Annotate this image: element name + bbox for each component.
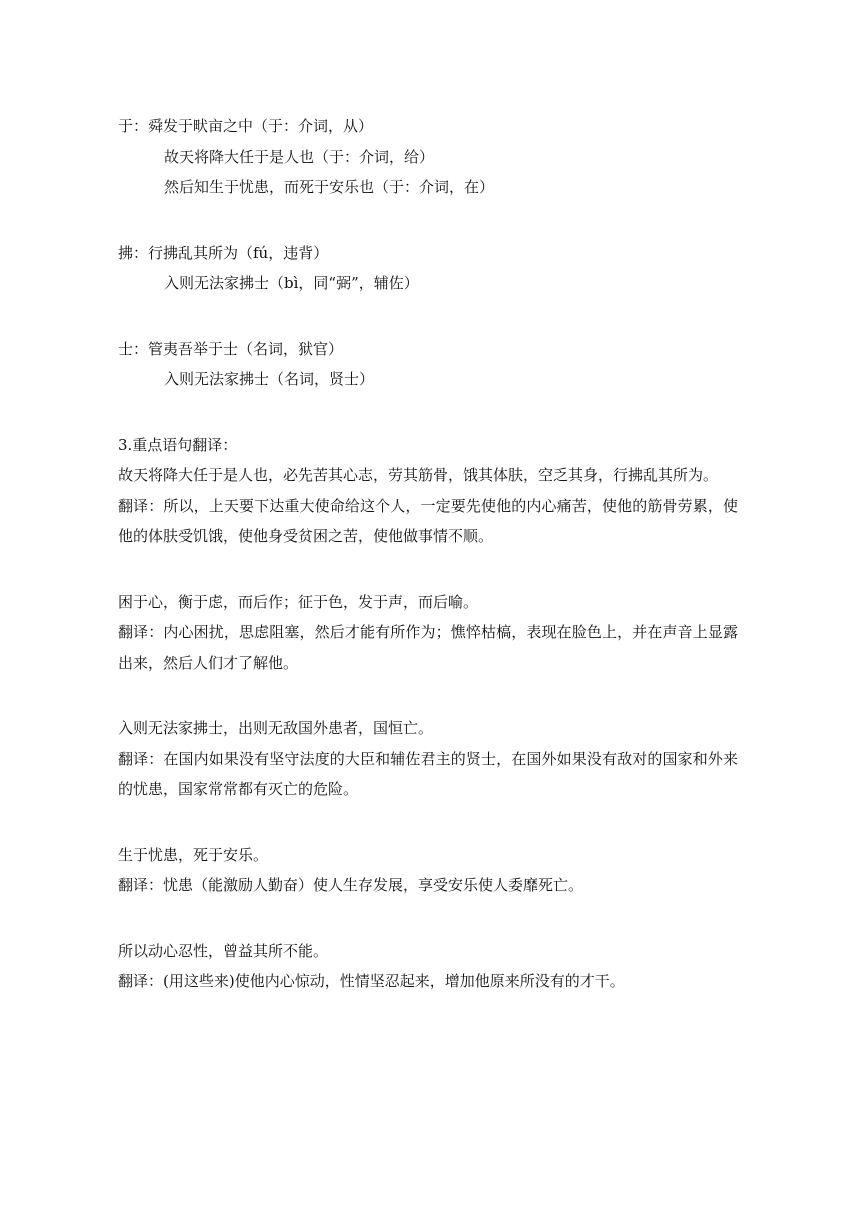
translation-text: 翻译：在国内如果没有坚守法度的大臣和辅佐君主的贤士，在国外如果没有敌对的国家和外来的忧患，国家常常都有灭亡的危险。	[118, 749, 738, 798]
original-sentence: 入则无法家拂士，出则无敌国外患者，国恒亡。	[118, 719, 434, 737]
document-page	[118, 111, 738, 997]
vocab-sub: 入则无法家拂士（名词，贤士）	[164, 370, 375, 388]
vocab-entry-fu	[118, 238, 738, 299]
section-heading: 3.重点语句翻译：	[118, 435, 238, 454]
spacer	[118, 805, 738, 840]
translation-text: 翻译：(用这些来)使他内心惊动，性情坚忍起来，增加他原来所没有的才干。	[118, 972, 625, 990]
spacer	[118, 203, 738, 238]
translation-item	[118, 936, 738, 997]
translation-text: 翻译：忧患（能激励人勤奋）使人生存发展，享受安乐使人委靡死亡。	[118, 876, 584, 894]
translation-item	[118, 460, 738, 552]
translation-item	[118, 587, 738, 679]
spacer	[118, 901, 738, 936]
vocab-sub: 然后知生于忧患，而死于安乐也（于：介词，在）	[164, 178, 495, 196]
vocab-head: 士：管夷吾举于士（名词，狱官）	[118, 339, 344, 358]
vocab-head: 于：舜发于畎亩之中（于：介词，从）	[118, 117, 374, 135]
vocab-entry-yu	[118, 111, 738, 203]
translation-item	[118, 840, 738, 901]
spacer	[118, 395, 738, 430]
translation-text: 翻译：所以，上天要下达重大使命给这个人，一定要先使他的内心痛苦，使他的筋骨劳累，使他的体肤受饥饿，使他身受贫困之苦，使他做事情不顺。	[118, 496, 738, 545]
spacer	[118, 299, 738, 334]
original-sentence: 所以动心忍性，曾益其所不能。	[118, 941, 329, 960]
vocab-entry-shi	[118, 334, 738, 395]
translation-text: 翻译：内心困扰，思虑阻塞，然后才能有所作为；憔悴枯槁，表现在脸色上，并在声音上显露出来，然后人们才了解他。	[118, 623, 738, 672]
original-sentence: 困于心，衡于虑，而后作；征于色，发于声，而后喻。	[118, 592, 479, 611]
spacer	[118, 552, 738, 587]
spacer	[118, 678, 738, 713]
original-sentence: 生于忧患，死于安乐。	[118, 845, 269, 864]
translation-item	[118, 713, 738, 805]
vocab-sub: 入则无法家拂士（bì，同“弼”，辅佐）	[164, 274, 419, 292]
vocab-sub: 故天将降大任于是人也（于：介词，给）	[164, 147, 435, 166]
vocab-head: 拂：行拂乱其所为（fú，违背）	[118, 243, 329, 262]
original-sentence: 故天将降大任于是人也，必先苦其心志，劳其筋骨，饿其体肤，空乏其身，行拂乱其所为。	[118, 466, 719, 484]
